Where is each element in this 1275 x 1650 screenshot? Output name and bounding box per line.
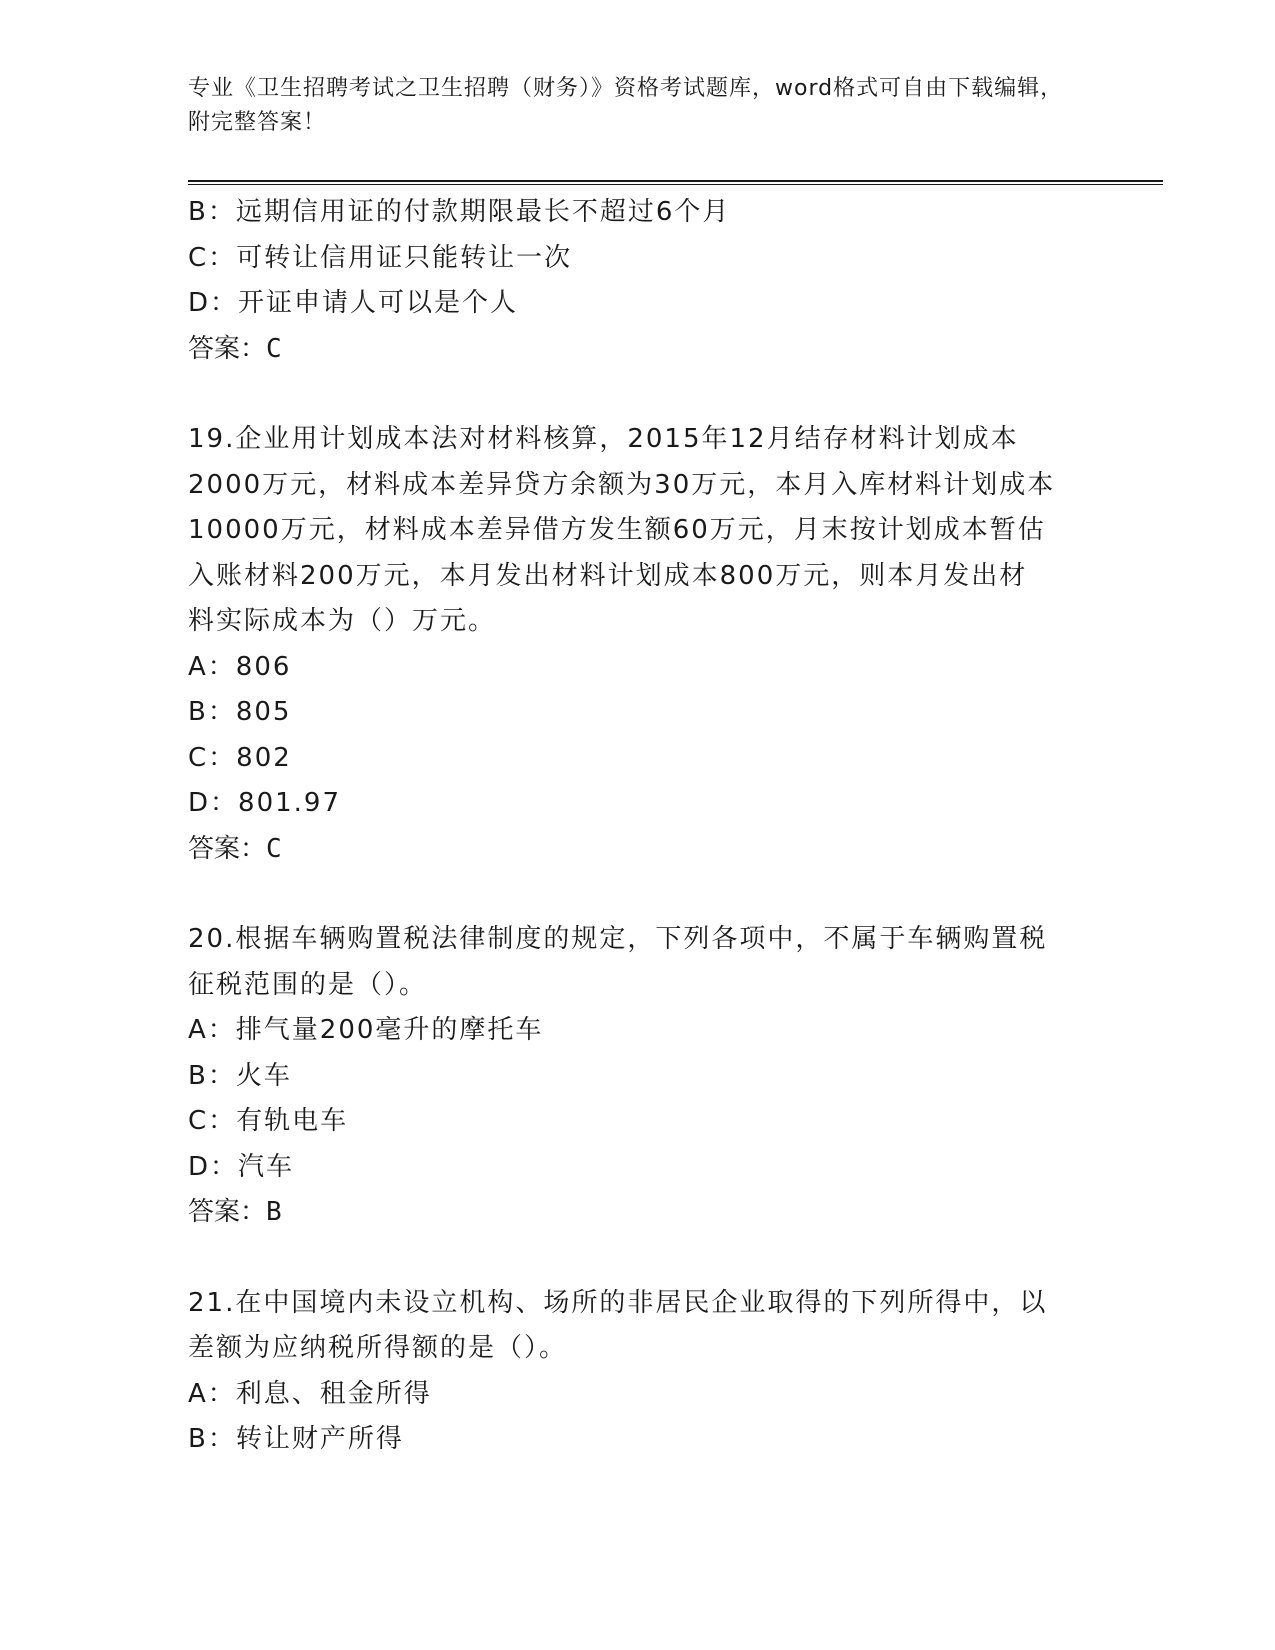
header-divider-thin <box>188 184 1163 185</box>
option-c: C：802 <box>188 742 292 773</box>
answer-line: 答案：C <box>188 833 282 864</box>
option-b: B：火车 <box>188 1060 292 1091</box>
option-d: D：汽车 <box>188 1151 295 1182</box>
question-text-line: 19.企业用计划成本法对材料核算，2015年12月结存材料计划成本 <box>188 424 1019 454</box>
option-c: C：可转让信用证只能转让一次 <box>188 242 573 273</box>
question-text-line: 20.根据车辆购置税法律制度的规定，下列各项中，不属于车辆购置税 <box>188 924 1048 954</box>
option-c: C：有轨电车 <box>188 1106 349 1136</box>
option-b: B：805 <box>188 697 292 727</box>
option-a: A：利息、租金所得 <box>188 1378 432 1409</box>
spacer <box>188 1236 1088 1281</box>
question-text-line: 征税范围的是（）。 <box>188 969 428 1000</box>
question-list <box>188 190 1088 1463</box>
option-a: A：806 <box>188 651 292 682</box>
document-header: 专业《卫生招聘考试之卫生招聘（财务）》资格考试题库，word格式可自由下载编辑，附完整答案！ <box>188 76 1064 135</box>
option-d: D：开证申请人可以是个人 <box>188 288 519 318</box>
spacer <box>188 872 1088 917</box>
option-b: B：远期信用证的付款期限最长不超过6个月 <box>188 197 731 227</box>
question-18-tail <box>188 190 1088 372</box>
answer-line: 答案：C <box>188 333 282 364</box>
question-20 <box>188 917 1088 1236</box>
question-text-line: 差额为应纳税所得额的是（）。 <box>188 1333 568 1363</box>
option-a: A：排气量200毫升的摩托车 <box>188 1015 544 1045</box>
question-text-line: 料实际成本为（）万元。 <box>188 606 497 636</box>
option-d: D：801.97 <box>188 788 341 818</box>
question-text-line: 入账材料200万元，本月发出材料计划成本800万元，则本月发出材 <box>188 560 1028 591</box>
header-divider <box>188 180 1163 182</box>
question-21 <box>188 1281 1088 1463</box>
option-b: B：转让财产所得 <box>188 1424 404 1454</box>
question-text-line: 21.在中国境内未设立机构、场所的非居民企业取得的下列所得中，以 <box>188 1287 1048 1318</box>
question-19 <box>188 417 1088 872</box>
question-text-line: 10000万元，材料成本差异借方发生额60万元，月末按计划成本暂估 <box>188 515 1046 545</box>
spacer <box>188 372 1088 417</box>
answer-line: 答案：B <box>188 1197 282 1227</box>
question-text-line: 2000万元，材料成本差异贷方余额为30万元，本月入库材料计划成本 <box>188 469 1056 500</box>
